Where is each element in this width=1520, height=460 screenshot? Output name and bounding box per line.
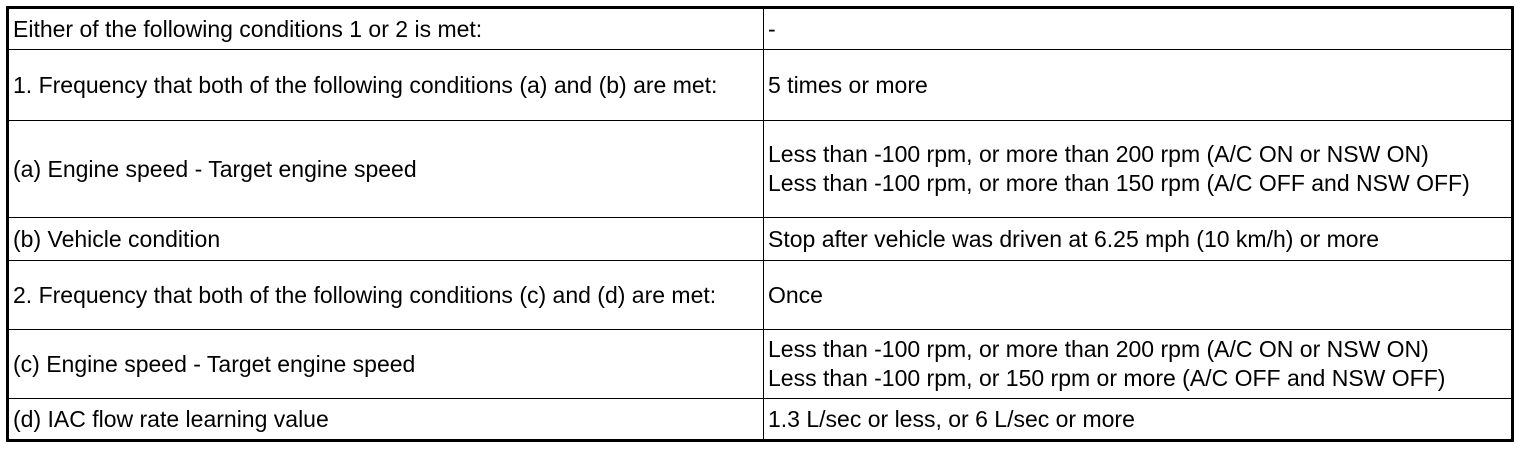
value-line: Less than -100 rpm, or more than 200 rpm (A/C ON or NSW ON) <box>768 141 1429 167</box>
table-row <box>8 218 1513 261</box>
condition-cell: 1. Frequency that both of the following conditions (a) and (b) are met: <box>8 50 764 121</box>
value-line: 1.3 L/sec or less, or 6 L/sec or more <box>768 405 1135 432</box>
value-cell <box>764 261 1513 330</box>
condition-cell: (a) Engine speed - Target engine speed <box>8 121 764 218</box>
value-cell <box>764 399 1513 441</box>
value-line: - <box>768 15 776 42</box>
table-row <box>8 50 1513 121</box>
value-cell <box>764 218 1513 261</box>
condition-cell: Either of the following conditions 1 or 2 is met: <box>8 8 764 50</box>
conditions-table <box>6 6 1514 442</box>
table-row <box>8 330 1513 399</box>
value-line: Stop after vehicle was driven at 6.25 mph (10 km/h) or more <box>768 225 1380 252</box>
value-line: Less than -100 rpm, or more than 150 rpm (A/C OFF and NSW OFF) <box>768 170 1470 196</box>
condition-cell: (d) IAC flow rate learning value <box>8 399 764 441</box>
value-cell <box>764 330 1513 399</box>
value-line: Less than -100 rpm, or more than 200 rpm (A/C ON or NSW ON) <box>768 336 1429 362</box>
value-line: Less than -100 rpm, or 150 rpm or more (A/C OFF and NSW OFF) <box>768 365 1446 391</box>
condition-cell: (c) Engine speed - Target engine speed <box>8 330 764 399</box>
value-cell <box>764 50 1513 121</box>
table-row <box>8 121 1513 218</box>
table-row <box>8 8 1513 50</box>
value-cell <box>764 121 1513 218</box>
table-row <box>8 399 1513 441</box>
table-row <box>8 261 1513 330</box>
value-line: 5 times or more <box>768 71 928 98</box>
condition-cell: (b) Vehicle condition <box>8 218 764 261</box>
value-cell <box>764 8 1513 50</box>
value-line: Once <box>768 281 823 308</box>
condition-cell: 2. Frequency that both of the following conditions (c) and (d) are met: <box>8 261 764 330</box>
